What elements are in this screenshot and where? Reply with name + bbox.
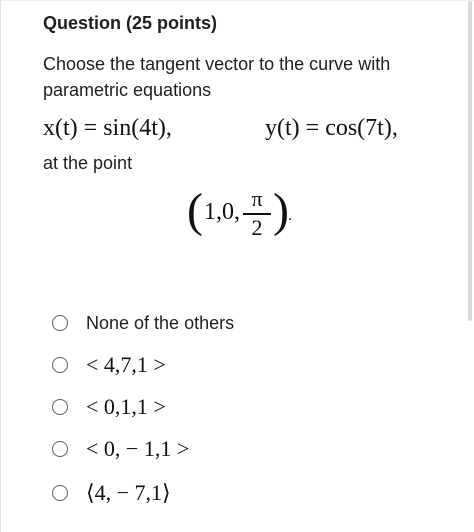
at-point-text: at the point [43,153,133,173]
question-prompt-line-1: Choose the tangent vector to the curve with [43,54,391,74]
point-coordinates: 1,0, [204,199,240,225]
fraction-denominator: 2 [251,214,263,240]
point-period: . [288,207,292,224]
scrollbar[interactable] [468,1,472,321]
point-fraction [243,187,271,240]
radio-button[interactable] [52,357,68,373]
point-open-paren: ( [187,184,203,237]
question-title: Question (25 points) [43,13,218,33]
fraction-numerator: π [251,186,263,211]
option-4-7-1[interactable] [47,347,427,383]
radio-button[interactable] [52,399,68,415]
option-0-1-1[interactable] [47,389,427,425]
option-none-of-the-others[interactable] [47,305,427,341]
option-label: < 4,7,1 > [86,352,166,377]
option-0-neg1-1[interactable] [47,431,427,467]
option-4-neg7-1[interactable] [47,475,427,511]
radio-button[interactable] [52,315,68,331]
equation-y: y(t) = cos(7t), [265,115,398,141]
radio-button[interactable] [52,485,68,501]
radio-button[interactable] [52,441,68,457]
option-label: ⟨4, − 7,1⟩ [86,480,171,505]
option-label: None of the others [86,312,235,333]
point-expression [187,184,297,247]
option-label: < 0,1,1 > [86,394,166,419]
equation-x: x(t) = sin(4t), [43,115,172,141]
option-label: < 0, − 1,1 > [86,436,190,461]
point-close-paren: ) [273,184,289,237]
question-prompt-line-2: parametric equations [43,80,212,100]
